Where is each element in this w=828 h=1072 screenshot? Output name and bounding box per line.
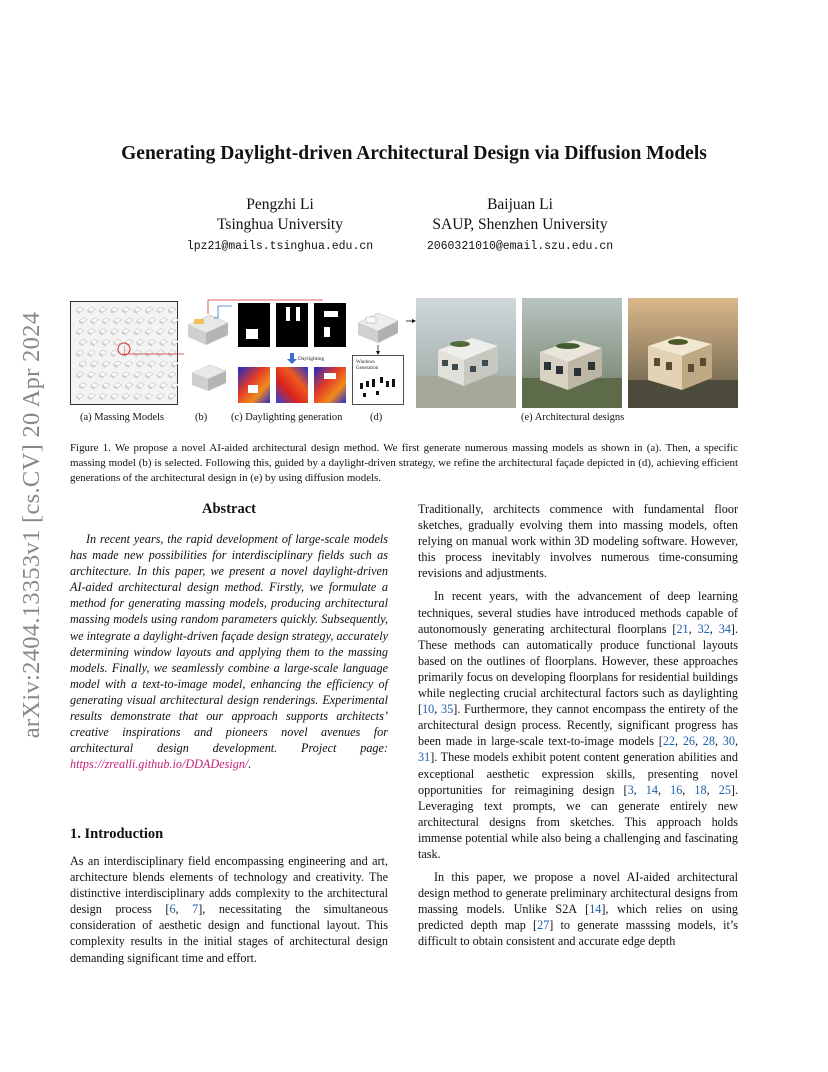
citation-link[interactable]: 26	[682, 734, 695, 749]
body-text: ,	[657, 782, 671, 797]
author-block-1	[180, 195, 380, 253]
body-text: ,	[682, 782, 695, 797]
body-text: ]. These models exhibit potent content generation abilities and exceptional aesthetic expression skills, presenting novel opportunities for reimagining design [	[418, 750, 738, 797]
subcaption-a: (a) Massing Models	[80, 412, 164, 423]
daylighting-generation	[236, 301, 348, 405]
author-name: Pengzhi Li	[246, 196, 314, 213]
subcaption-d: (d)	[370, 412, 383, 423]
introduction-body	[70, 853, 388, 966]
citation-link[interactable]: 28	[702, 734, 715, 749]
body-text: ] to generate masssing models, it’s difficult to obtain consistent and accurate edge depth	[418, 918, 738, 949]
citation-link[interactable]: 16	[670, 782, 683, 797]
body-text: ,	[714, 734, 723, 749]
citation-link[interactable]: 14	[645, 782, 658, 797]
abstract-end: .	[248, 757, 252, 772]
paragraph-recent-years	[418, 588, 738, 862]
body-text: ]. Leveraging text prompts, we can generate entirely new architectural designs from sketches. This approach holds immense potential while also being a challenging and fascinating task.	[418, 782, 739, 861]
body-text: ]. Furthermore, they cannot encompass the entirety of the architectural design process. Recently, significant progress has been made in large-scale text-to-image models [	[418, 702, 739, 749]
paragraph-traditional: Traditionally, architects commence with fundamental floor sketches, gradually evolving them into massing models, often relying on manual work within 3D modeling software. However, this process inevitably involves numerous time-consuming revisions and adjustments.	[418, 502, 738, 581]
citation-link[interactable]: 18	[694, 782, 707, 797]
body-text: ,	[709, 621, 719, 636]
author-name: Baijuan Li	[487, 196, 553, 213]
body-text: In recent years, with the advancement of deep learning techniques, several studies have introduced methods capable of autonomously generating architectural floorplans [	[418, 589, 738, 636]
subcaption-b: (b)	[195, 412, 208, 423]
author-affiliation: Tsinghua University	[217, 216, 343, 233]
windows-generation	[352, 301, 404, 405]
daylighting-label: Daylighting	[298, 356, 325, 362]
citation-link[interactable]: 32	[697, 621, 710, 636]
architectural-renderings	[416, 298, 738, 408]
body-text: ]. These methods can automatically produce functional layouts based on the outlines of floorplans. However, these approaches primarily focus on developing floorplans for residential buildings while neglecting crucial architectural factors such as daylighting [	[418, 621, 739, 717]
author-email: lpz21@mails.tsinghua.edu.cn	[186, 240, 374, 253]
citation-link[interactable]: 35	[441, 702, 454, 717]
body-text: ], which relies on using predicted depth map [	[418, 902, 738, 933]
author-email: 2060321010@email.szu.edu.cn	[426, 240, 614, 253]
citation-link[interactable]: 34	[718, 621, 731, 636]
project-page-link[interactable]: https://zrealli.github.io/DDADesign/	[70, 757, 249, 772]
windows-label: Windows	[356, 360, 375, 365]
abstract-text: In recent years, the rapid development of large-scale models has made new possibilities for interdisciplinary fields such as architecture. In this paper, we present a novel daylight-driven AI-aided architectural design method. Firstly, we formulate a method for generating massing models, producing architectural massing models using random parameters quickly. Subsequently, we integrate a daylight-driven façade design strategy, accurately determining window layouts and applying them to the massing models. Finally, we seamlessly combine a large-scale language model with a text-to-image model, enhancing the efficiency of generating visual architectural design renderings. Experimental results demonstrate that our approach supports architects’ creative inspirations and pioneers novel avenues for architectural design development. Project page:	[70, 532, 388, 756]
subcaption-c: (c) Daylighting generation	[231, 412, 343, 423]
paragraph-this-paper	[418, 869, 738, 949]
citation-link[interactable]: 25	[718, 782, 731, 797]
body-text: ,	[434, 702, 442, 717]
citation-link[interactable]: 21	[676, 621, 689, 636]
arrow-to-renderings	[406, 316, 416, 326]
citation-link[interactable]: 22	[662, 734, 676, 749]
body-text: ,	[633, 782, 646, 797]
body-text: ,	[688, 621, 698, 636]
arxiv-id: arXiv:2404.13353v1 [cs.CV] 20 Apr 2024	[18, 311, 45, 739]
paper-title: Generating Daylight-driven Architectural Design via Diffusion Models	[121, 143, 707, 164]
citation-link[interactable]: 10	[422, 702, 435, 717]
body-text: In this paper, we propose a novel AI-aided architectural design method to generate preliminary architectural designs from massing models. Unlike S2A [	[418, 870, 738, 917]
body-text: ,	[675, 734, 683, 749]
citation-link[interactable]: 14	[589, 902, 602, 917]
intro-text: ,	[175, 902, 193, 917]
intro-text: ], necessitating the simultaneous consideration of aesthetic design and functional layout. This complexity results in the initial stages of architectural design demanding significant time and effort.	[70, 902, 388, 965]
citation-link[interactable]: 6	[169, 902, 176, 917]
citation-link[interactable]: 3	[627, 782, 634, 797]
body-text: ,	[734, 734, 739, 749]
arxiv-sidebar	[14, 290, 50, 760]
citation-link[interactable]: 7	[192, 902, 199, 917]
body-text: ,	[695, 734, 703, 749]
citation-link[interactable]: 30	[722, 734, 735, 749]
intro-text: As an interdisciplinary field encompassing engineering and art, architecture blends elements of technology and creativity. The distinctive interdisciplinary adds complexity to the architectural design process [	[70, 854, 388, 917]
generation-label: Generation	[356, 366, 379, 371]
abstract-heading: Abstract	[202, 501, 256, 517]
author-affiliation: SAUP, Shenzhen University	[432, 216, 608, 233]
figure-1	[70, 298, 738, 408]
abstract-body	[70, 531, 388, 772]
author-block-2	[410, 195, 630, 253]
introduction-heading: 1. Introduction	[70, 826, 164, 842]
right-column-body	[418, 501, 738, 950]
citation-link[interactable]: 27	[537, 918, 550, 933]
figure-caption: Figure 1. We propose a novel AI-aided architectural design method. We first generate numerous massing models as shown in (a). Then, a specific massing model (b) is selected. Following this, guided by a daylight-driven strategy, we refine the architectural façade depicted in (d), achieving efficient generations of the architectural design in (e) by using diffusion models.	[70, 442, 738, 484]
body-text: ,	[706, 782, 719, 797]
subcaption-e: (e) Architectural designs	[521, 412, 625, 423]
citation-link[interactable]: 31	[418, 750, 431, 765]
